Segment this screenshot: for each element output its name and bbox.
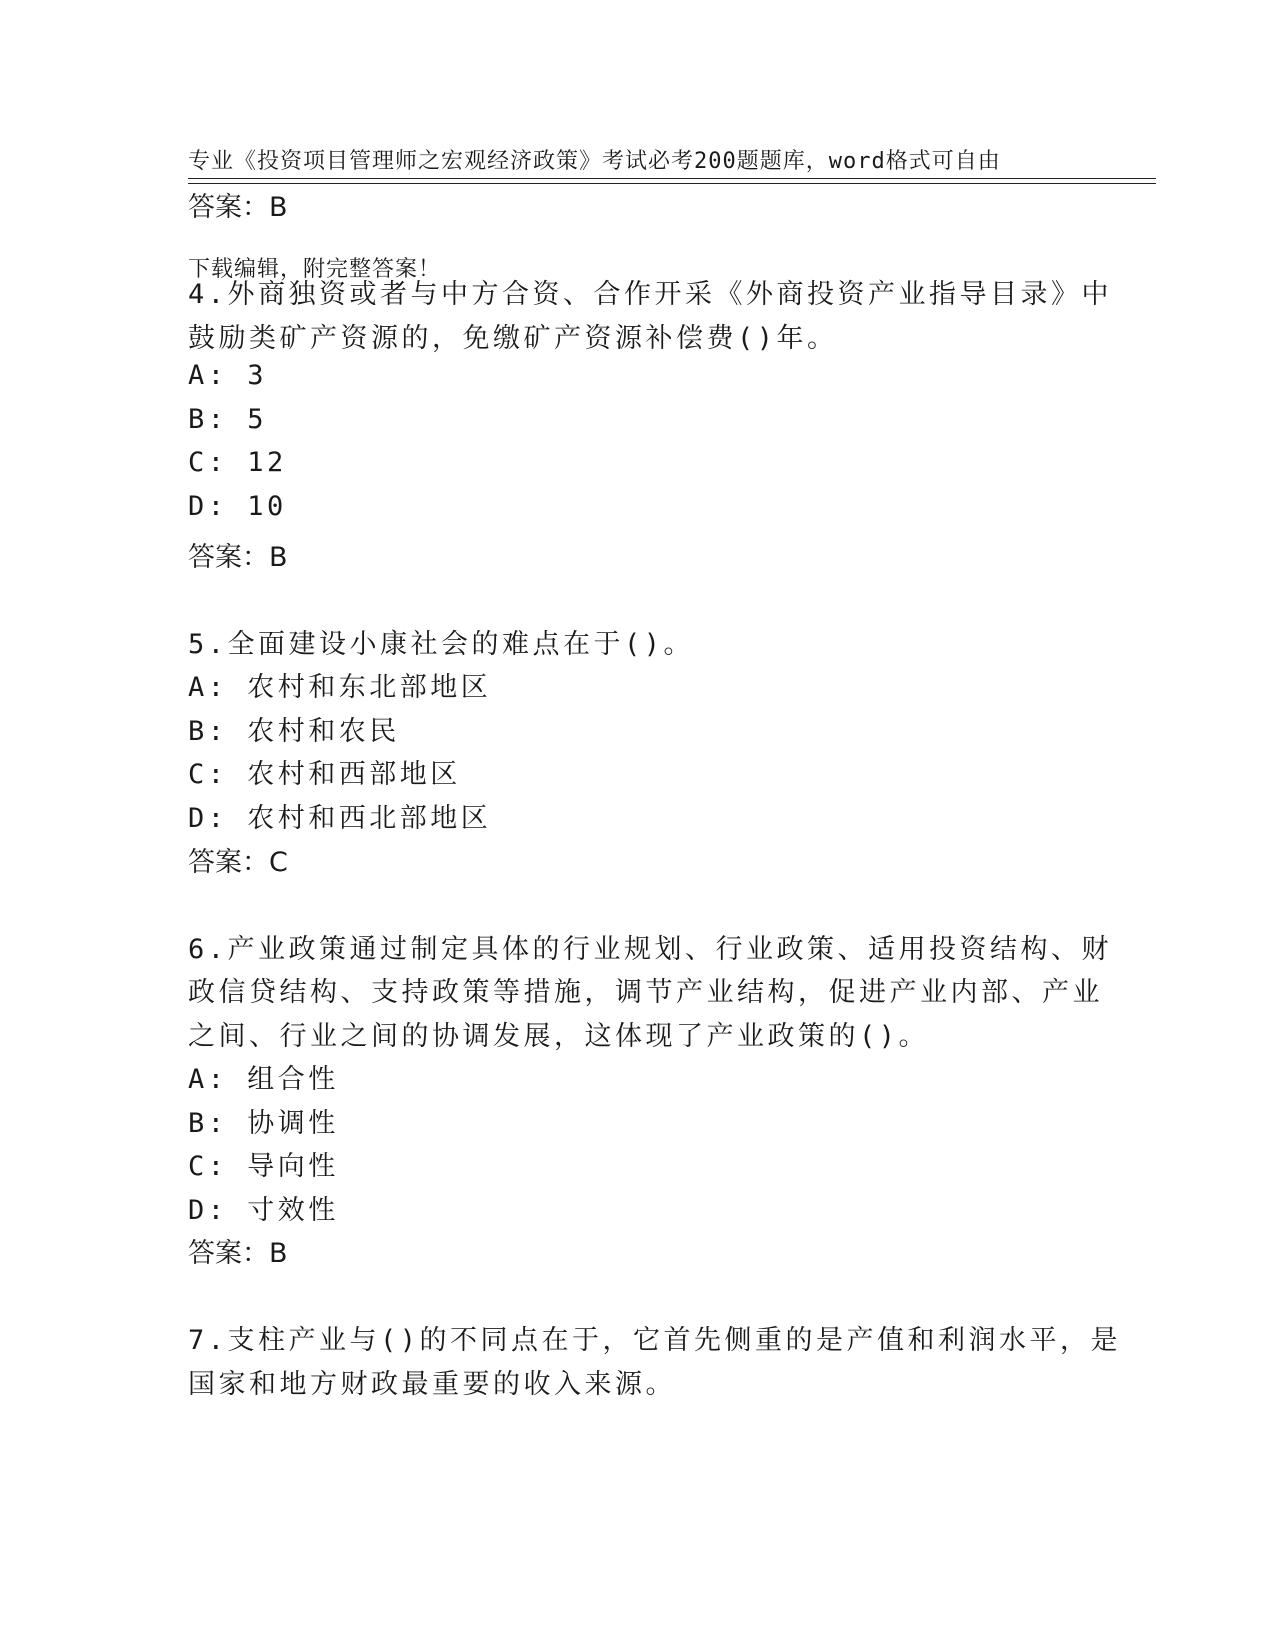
question-4-stem-line-1: 4.外商独资或者与中方合资、合作开采《外商投资产业指导目录》中	[188, 279, 1113, 310]
question-4-option-b: B: 5	[188, 404, 268, 435]
question-5-option-a: A: 农村和东北部地区	[188, 672, 492, 703]
question-6-option-b: B: 协调性	[188, 1108, 339, 1139]
question-6-option-c: C: 导向性	[188, 1151, 339, 1182]
question-6-option-d: D: 寸效性	[188, 1195, 339, 1226]
question-4-option-a: A: 3	[188, 360, 268, 391]
question-5-option-c: C: 农村和西部地区	[188, 759, 461, 790]
header-line-2: 下载编辑，附完整答案！	[188, 257, 442, 282]
question-6-answer: 答案：B	[188, 1238, 288, 1269]
question-4-option-c: C: 12	[188, 447, 287, 478]
question-4-stem-line-2: 鼓励类矿产资源的，免缴矿产资源补偿费()年。	[188, 323, 838, 354]
header-line-1: 专业《投资项目管理师之宏观经济政策》考试必考200题题库，word格式可自由	[188, 149, 1001, 174]
question-5-option-d: D: 农村和西北部地区	[188, 803, 492, 834]
previous-answer: 答案：B	[188, 192, 288, 223]
question-4-option-d: D: 10	[188, 491, 287, 522]
question-7-stem-line-1: 7.支柱产业与()的不同点在于，它首先侧重的是产值和利润水平，是	[188, 1325, 1122, 1356]
question-4-answer: 答案：B	[188, 542, 288, 573]
question-7-stem-line-2: 国家和地方财政最重要的收入来源。	[188, 1369, 676, 1400]
question-6-stem-line-2: 政信贷结构、支持政策等措施，调节产业结构，促进产业内部、产业	[188, 977, 1103, 1008]
question-5-answer: 答案：C	[188, 847, 288, 878]
question-6-stem-line-1: 6.产业政策通过制定具体的行业规划、行业政策、适用投资结构、财	[188, 934, 1113, 965]
question-6-option-a: A: 组合性	[188, 1064, 339, 1095]
header-rule-top	[188, 178, 1156, 179]
question-5-option-b: B: 农村和农民	[188, 716, 400, 747]
header-rule-bottom	[188, 183, 1156, 184]
question-5-stem-line-1: 5.全面建设小康社会的难点在于()。	[188, 629, 695, 660]
question-6-stem-line-3: 之间、行业之间的协调发展，这体现了产业政策的()。	[188, 1021, 930, 1052]
